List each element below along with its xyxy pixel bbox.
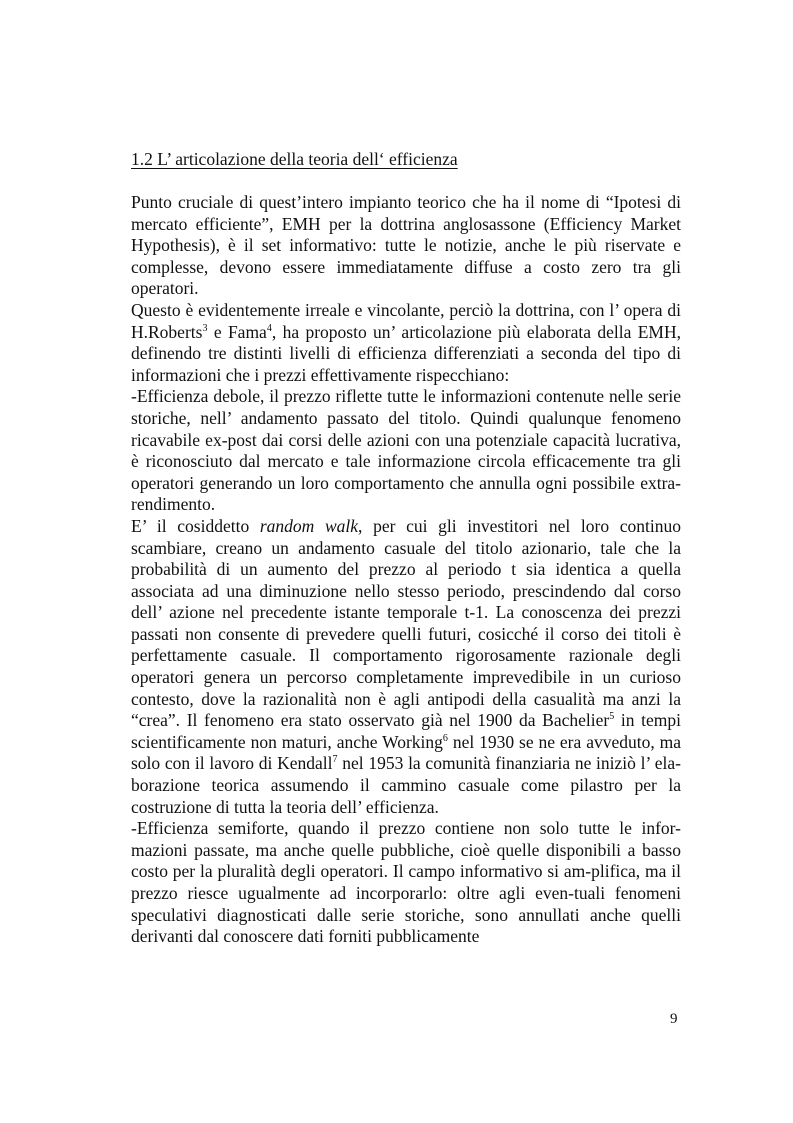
section-heading: 1.2 L’ articolazione della teoria dell‘ efficienza [131,149,458,169]
text-run: in tempi scientificamente non maturi, anche Working [131,710,681,752]
text-run: Questo è evidentemente irreale e vincolante, perciò la dottrina, con l’ opera di H.Roberts [131,299,681,342]
footnote-marker: 5 [609,711,615,723]
page-body [131,148,681,948]
text-run: E’ il cosiddetto [131,515,260,536]
paragraph [131,192,681,300]
text-run: nel 1930 se ne era avveduto, ma solo con il lavoro di Kendall [131,731,681,774]
text-run: , ha proposto un’ articolazione più elaborata della EMH, definendo tre distinti livelli di efficienza differenziati a seconda del tipo di informazioni che i prezzi effettivamente rispecchiano: [131,321,681,385]
footnote-marker: 3 [202,322,208,334]
footnote-marker: 4 [266,322,272,334]
italic-term: random walk [259,515,359,536]
paragraph [131,818,681,948]
page-number: 9 [670,1011,678,1027]
footnote-marker: 7 [332,754,338,766]
text-run: nel 1953 la comunità finanziaria ne iniziò l’ ela-borazione teorica assumendo il cammino casuale come pilastro per la costruzione di tutta la teoria dell’ efficienza. [131,753,681,817]
text-run: -Efficienza debole, il prezzo riflette tutte le informazioni contenute nelle serie storiche, nell’ andamento passato del titolo. Quindi qualunque fenomeno ricavabile ex-post dai corsi delle azioni con una potenziale capacità lucrativa, è riconosciuto dal mercato e tale informazione circola efficacemente tra gli operatori generando un loro comportamento che annulla ogni possibile extra-rendimento. [131,386,681,515]
paragraph [131,516,681,818]
paragraph [131,386,681,516]
footnote-marker: 6 [442,732,448,744]
text-run: , per cui gli investitori nel loro continuo scambiare, creano un andamento casuale del titolo azionario, tale che la probabilità di un aumento del prezzo al periodo t sia identica a quella associata ad una diminuzione nello stesso periodo, prescindendo dal corso dell’ azione nel precedente istante temporale t-1. La conoscenza dei prezzi passati non consente di prevedere quelli futuri, cosicché il corso dei titoli è perfettamente casuale. Il comportamento rigorosamente razionale degli operatori genera un percorso completamente imprevedibile in un curioso contesto, dove la razionalità non è agli antipodi della casualità ma anzi la “crea”. Il fenomeno era stato osservato già nel 1900 da Bachelier [131,515,682,731]
text-run: Punto cruciale di quest’intero impianto teorico che ha il nome di “Ipotesi di mercato efficiente”, EMH per la dottrina anglosassone (Efficiency Market Hypothesis), è il set informativo: tutte le notizie, anche le più riservate e complesse, devono essere immediatamente diffuse a costo zero tra gli operatori. [131,192,681,299]
text-run: -Efficienza semiforte, quando il prezzo contiene non solo tutte le infor-mazioni passate, ma anche quelle pubbliche, cioè quelle disponibili a basso costo per la pluralità degli operatori. Il campo informativo si am-plifica, ma il prezzo riesce ugualmente ad incorporarlo: oltre agli even-tuali fenomeni speculativi diagnosticati dalle serie storiche, sono annullati anche quelli derivanti dal conoscere dati forniti pubblicamente [131,818,681,947]
body-text [131,192,681,948]
text-run: e Fama [207,321,267,342]
paragraph [131,300,681,386]
